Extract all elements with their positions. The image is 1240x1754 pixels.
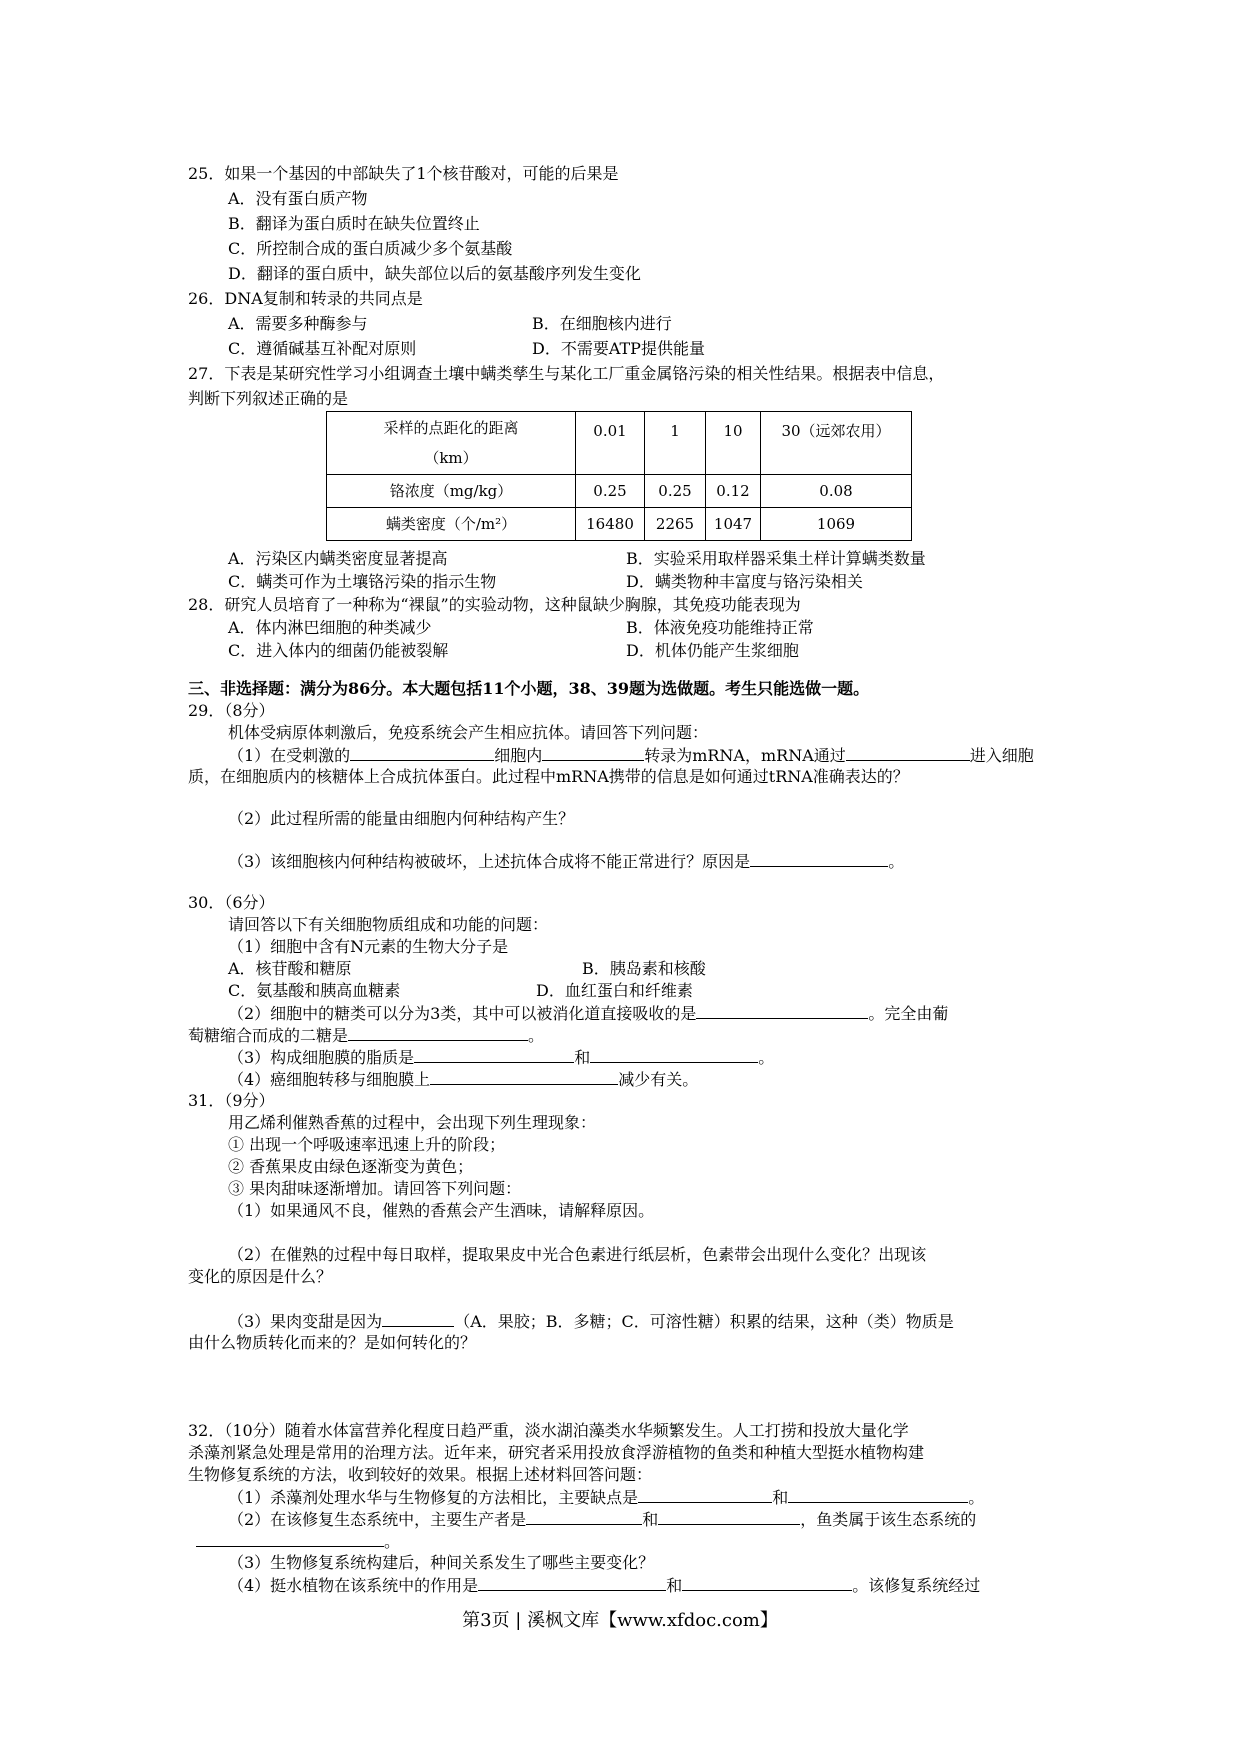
q32-p1-and: 和 [772,1488,789,1507]
q31-intro: 用乙烯利催熟香蕉的过程中，会出现下列生理现象： [228,1113,597,1132]
q31-part3-line2: 由什么物质转化而来的？是如何转化的？ [188,1333,477,1352]
answer-blank[interactable] [590,1046,758,1063]
q30-number: 30．（6分） [188,893,275,912]
q30-part4 [228,1068,698,1091]
q30-p3-text: （3）构成细胞膜的脂质是 [228,1048,415,1067]
q27-option-b: B．实验采用取样器采集土样计算螨类数量 [626,549,926,568]
q29-p1-text-a: （1）在受刺激的 [228,746,351,765]
q31-part2-line2: 变化的原因是什么？ [188,1267,333,1286]
table-row [327,412,912,475]
q31-p3-text-b: （A．果胶；B．多糖；C．可溶性糖）积累的结果，这种（类）物质是 [454,1312,954,1331]
q32-line1: 32．（10分）随着水体富营养化程度日趋严重，淡水湖泊藻类水华频繁发生。人工打捞和投放大量化学 [188,1421,909,1440]
table-cell: 0.25 [645,475,706,508]
q25-option-a: A．没有蛋白质产物 [228,189,368,208]
answer-blank[interactable] [382,1310,454,1327]
q25-stem: 25．如果一个基因的中部缺失了1个核苷酸对，可能的后果是 [188,164,619,183]
q31-p3-text-a: （3）果肉变甜是因为 [228,1312,383,1331]
q30-part2-line2 [188,1024,544,1047]
q30-option-a: A．核苷酸和糖原 [228,959,352,978]
q27-stem-line1: 27．下表是某研究性学习小组调查土壤中螨类孳生与某化工厂重金属铬污染的相关性结果。根据表中信息， [188,364,945,383]
q30-p2-text-a: （2）细胞中的糖类可以分为3类，其中可以被消化道直接吸收的是 [228,1004,697,1023]
q26-option-c: C．遵循碱基互补配对原则 [228,339,417,358]
answer-blank[interactable] [658,1508,800,1525]
table-cell: 0.25 [576,475,645,508]
q27-option-a: A．污染区内螨类密度显著提高 [228,549,448,568]
table-row [327,475,912,508]
table-cell: 0.01 [576,412,645,475]
q30-p2-text-b: 。完全由葡 [868,1004,949,1023]
q30-option-c: C．氨基酸和胰高血糖素 [228,981,401,1000]
q26-stem: 26．DNA复制和转录的共同点是 [188,289,423,308]
q26-option-d: D．不需要ATP提供能量 [532,339,705,358]
q32-line3: 生物修复系统的方法，收到较好的效果。根据上述材料回答问题： [188,1465,653,1484]
answer-blank[interactable] [350,744,494,761]
chromium-mite-table [326,411,912,541]
answer-blank[interactable] [750,850,888,867]
q30-p4-text: （4）癌细胞转移与细胞膜上 [228,1070,431,1089]
answer-blank[interactable] [196,1530,384,1547]
answer-blank[interactable] [478,1574,666,1591]
table-row-label: 铬浓度（mg/kg） [327,475,576,508]
q31-number: 31．（9分） [188,1091,275,1110]
table-cell: 1047 [706,508,761,541]
answer-blank[interactable] [542,744,644,761]
q32-p4-text-b: 。该修复系统经过 [852,1576,981,1595]
table-cell: 16480 [576,508,645,541]
q25-option-b: B．翻译为蛋白质时在缺失位置终止 [228,214,480,233]
table-cell: 2265 [645,508,706,541]
q31-item-2: ② 香蕉果皮由绿色逐渐变为黄色； [228,1157,474,1176]
q32-part2-line2 [196,1530,400,1553]
q30-option-b: B．胰岛素和核酸 [582,959,706,978]
section-3-title: 三、非选择题：满分为86分。本大题包括11个小题，38、39题为选做题。考生只能选做一题。 [188,679,870,698]
q27-stem-line2: 判断下列叙述正确的是 [188,389,349,408]
q30-option-d: D．血红蛋白和纤维素 [536,981,693,1000]
q32-part3: （3）生物修复系统构建后，种间关系发生了哪些主要变化？ [228,1553,655,1572]
q30-part3 [228,1046,774,1069]
q30-p3-and: 和 [574,1048,591,1067]
q29-part1-line2: 质，在细胞质内的核糖体上合成抗体蛋白。此过程中mRNA携带的信息是如何通过tRNA准确表达的？ [188,767,909,786]
answer-blank[interactable] [696,1002,868,1019]
q29-p3-text: （3）该细胞核内何种结构被破坏，上述抗体合成将不能正常进行？原因是 [228,852,751,871]
header-label-line1: 采样的点距化的距离 [383,419,519,437]
q30-part1: （1）细胞中含有N元素的生物大分子是 [228,937,509,956]
q32-part2 [228,1508,976,1531]
q32-p2-text-a: （2）在该修复生态系统中，主要生产者是 [228,1510,527,1529]
q29-p1-text-d: 进入细胞 [969,746,1034,765]
q26-option-a: A．需要多种酶参与 [228,314,368,333]
q32-p2-text-b: ，鱼类属于该生态系统的 [800,1510,977,1529]
q29-intro: 机体受病原体刺激后，免疫系统会产生相应抗体。请回答下列问题： [228,723,709,742]
table-row [327,508,912,541]
q30-part2-line1 [228,1002,948,1025]
answer-blank[interactable] [638,1486,772,1503]
q32-p2-end: 。 [384,1532,401,1551]
table-cell: 10 [706,412,761,475]
q31-part1: （1）如果通风不良，催熟的香蕉会产生酒味，请解释原因。 [228,1201,655,1220]
q28-option-a: A．体内淋巴细胞的种类减少 [228,618,432,637]
page-footer: 第3页 | 溪枫文库【www.xfdoc.com】 [462,1610,778,1631]
q32-p2-and: 和 [642,1510,659,1529]
q30-p4-end: 减少有关。 [618,1070,699,1089]
answer-blank[interactable] [682,1574,852,1591]
q25-option-c: C．所控制合成的蛋白质减少多个氨基酸 [228,239,513,258]
q32-p4-text-a: （4）挺水植物在该系统中的作用是 [228,1576,479,1595]
answer-blank[interactable] [414,1046,574,1063]
q32-part1 [228,1486,984,1509]
q29-part1-line1 [228,744,1034,767]
q30-p2-end: 。 [528,1026,545,1045]
q31-part2-line1: （2）在催熟的过程中每日取样，提取果皮中光合色素进行纸层析，色素带会出现什么变化？出现该 [228,1245,927,1264]
q28-option-b: B．体液免疫功能维持正常 [626,618,814,637]
answer-blank[interactable] [348,1024,528,1041]
q32-line2: 杀藻剂紧急处理是常用的治理方法。近年来，研究者采用投放食浮游植物的鱼类和种植大型挺水植物构建 [188,1443,925,1462]
table-cell: 0.08 [761,475,912,508]
q29-number: 29．（8分） [188,701,275,720]
q32-part4 [228,1574,980,1597]
answer-blank[interactable] [526,1508,642,1525]
q29-p3-end: 。 [888,852,905,871]
table-cell: 0.12 [706,475,761,508]
table-row-label: 螨类密度（个/m²） [327,508,576,541]
q32-p1-end: 。 [968,1488,985,1507]
q28-option-c: C．进入体内的细菌仍能被裂解 [228,641,449,660]
q26-option-b: B．在细胞核内进行 [532,314,672,333]
table-header-label [327,412,576,475]
q27-option-d: D．螨类物种丰富度与铬污染相关 [626,572,863,591]
q29-part3 [228,850,904,873]
table-cell: 1069 [761,508,912,541]
q30-p2-text-c: 萄糖缩合而成的二糖是 [188,1026,349,1045]
answer-blank[interactable] [846,744,970,761]
q29-p1-text-c: 转录为mRNA，mRNA通过 [644,746,846,765]
q28-option-d: D．机体仍能产生浆细胞 [626,641,799,660]
q27-option-c: C．螨类可作为土壤铬污染的指示生物 [228,572,497,591]
q29-p1-text-b: 细胞内 [494,746,543,765]
answer-blank[interactable] [788,1486,968,1503]
answer-blank[interactable] [430,1068,618,1085]
q30-intro: 请回答以下有关细胞物质组成和功能的问题： [228,915,549,934]
q30-p3-end: 。 [758,1048,775,1067]
q29-part2: （2）此过程所需的能量由细胞内何种结构产生？ [228,809,575,828]
q31-item-3: ③ 果肉甜味逐渐增加。请回答下列问题： [228,1179,522,1198]
q31-part3-line1 [228,1310,954,1333]
q31-item-1: ① 出现一个呼吸速率迅速上升的阶段； [228,1135,506,1154]
table-cell: 1 [645,412,706,475]
q25-option-d: D．翻译的蛋白质中，缺失部位以后的氨基酸序列发生变化 [228,264,641,283]
header-label-line2: （km） [424,449,478,467]
q28-stem: 28．研究人员培育了一种称为“裸鼠”的实验动物，这种鼠缺少胸腺，其免疫功能表现为 [188,595,801,614]
q32-p4-and: 和 [666,1576,683,1595]
table-cell: 30（远郊农用） [761,412,912,475]
q32-p1-text: （1）杀藻剂处理水华与生物修复的方法相比，主要缺点是 [228,1488,639,1507]
